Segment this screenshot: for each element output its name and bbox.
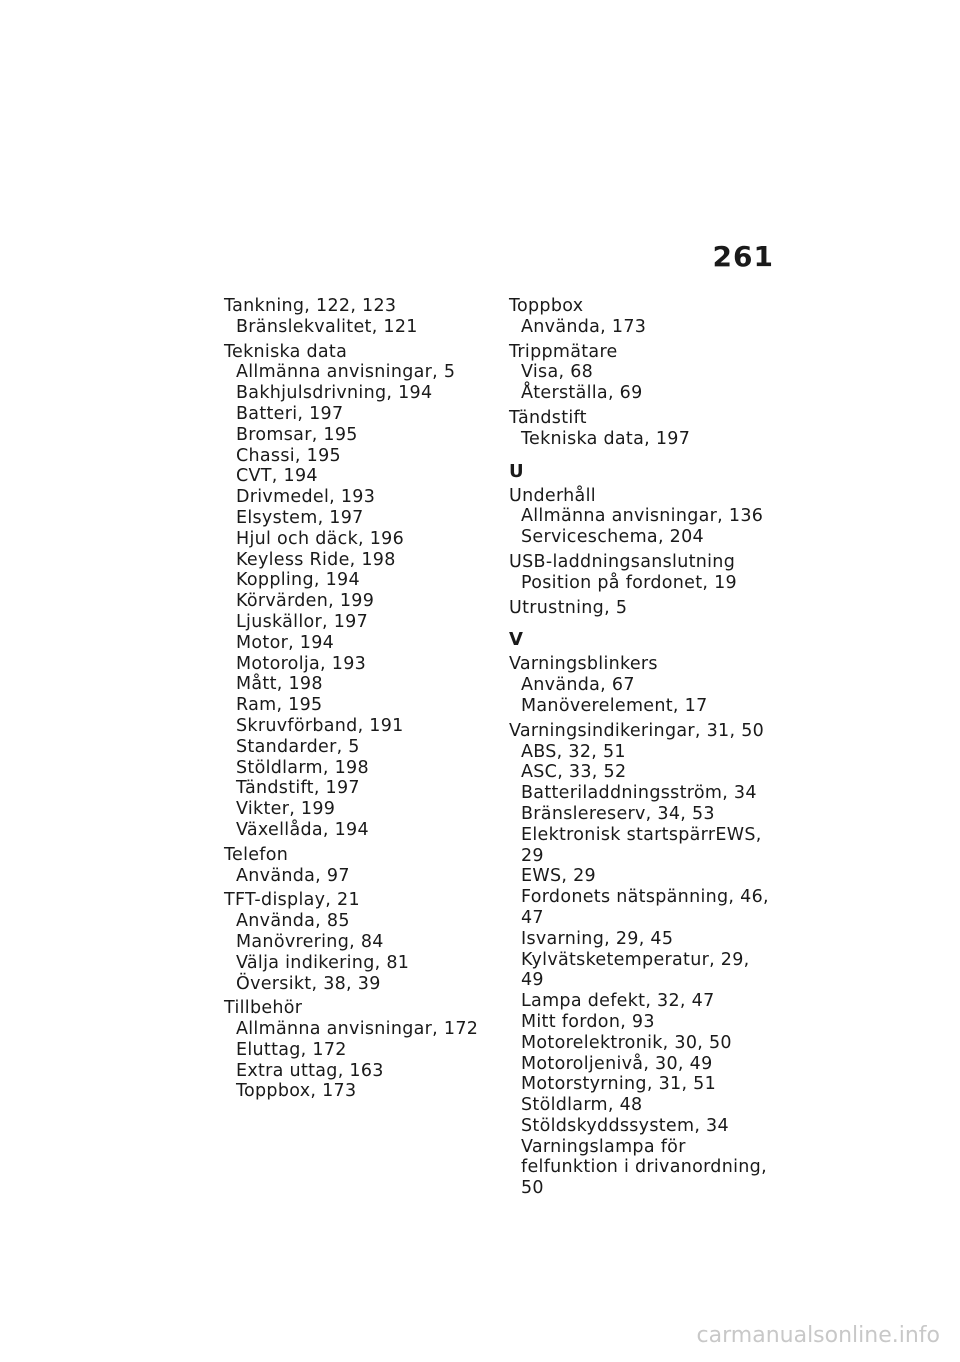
index-subentry: Hjul och däck, 196: [236, 528, 405, 549]
index-subentry: Keyless Ride, 198: [236, 549, 396, 570]
index-subentry: Skruvförband, 191: [236, 715, 404, 736]
index-subentry: Stöldskyddssystem, 34: [521, 1115, 729, 1136]
page-number: 261: [712, 240, 774, 273]
index-subentry: Vikter, 199: [236, 799, 336, 820]
index-subentry: Visa, 68: [521, 362, 594, 383]
index-subentry: Stöldlarm, 198: [236, 757, 369, 778]
index-subentry: Elsystem, 197: [236, 507, 364, 528]
index-subentry: Körvärden, 199: [236, 591, 375, 612]
index-subentry: Använda, 67: [521, 675, 635, 696]
index-letter-heading: U: [509, 460, 524, 482]
index-subentry: Elektronisk startspärrEWS, 29: [521, 824, 762, 866]
index-entry: USB-laddningsanslutning: [509, 551, 736, 572]
index-subentry: Manövrering, 84: [236, 931, 384, 952]
index-subentry: Tekniska data, 197: [521, 428, 691, 449]
index-subentry: Chassi, 195: [236, 445, 341, 466]
index-subentry: Lampa defekt, 32, 47: [521, 991, 715, 1012]
index-subentry: Batteriladdningsström, 34: [521, 783, 757, 804]
index-subentry: Fordonets nätspänning, 46, 47: [521, 887, 769, 928]
index-subentry: Motor, 194: [236, 632, 335, 653]
index-entry: Trippmätare: [509, 341, 618, 362]
index-subentry: Översikt, 38, 39: [236, 973, 381, 994]
index-subentry: Mått, 198: [236, 674, 323, 695]
index-entry: Utrustning, 5: [509, 597, 628, 618]
index-subentry: Koppling, 194: [236, 570, 360, 591]
index-subentry: Ljuskällor, 197: [236, 611, 369, 632]
watermark: carmanualsonline.info: [696, 1323, 940, 1348]
index-subentry: Bränslekvalitet, 121: [236, 316, 418, 337]
index-subentry: Tändstift, 197: [236, 778, 360, 799]
index-subentry: ABS, 32, 51: [521, 741, 626, 762]
index-subentry: Motorolja, 193: [236, 653, 367, 674]
index-subentry: Manöverelement, 17: [521, 695, 708, 716]
index-subentry: Allmänna anvisningar, 136: [521, 506, 764, 527]
index-subentry: CVT, 194: [236, 466, 318, 487]
index-subentry: Allmänna anvisningar, 5: [236, 362, 456, 383]
index-entry: Telefon: [224, 844, 289, 865]
index-subentry: Drivmedel, 193: [236, 487, 376, 508]
index-entry: Toppbox: [509, 296, 584, 316]
index-subentry: Använda, 97: [236, 865, 350, 886]
index-subentry: Bromsar, 195: [236, 424, 358, 445]
index-subentry: Stöldlarm, 48: [521, 1095, 643, 1116]
index-subentry: Återställa, 69: [521, 383, 643, 404]
index-entry: Tankning, 122, 123: [224, 296, 397, 316]
index-subentry: Bränslereserv, 34, 53: [521, 803, 715, 824]
index-subentry: Toppbox, 173: [236, 1081, 357, 1102]
index-subentry: Mitt fordon, 93: [521, 1011, 655, 1032]
index-subentry: Allmänna anvisningar, 172: [236, 1019, 479, 1040]
index-subentry: ASC, 33, 52: [521, 762, 627, 783]
index-subentry: Isvarning, 29, 45: [521, 928, 674, 949]
index-subentry: Använda, 173: [521, 316, 647, 337]
index-subentry: Växellåda, 194: [236, 819, 369, 840]
index-entry: Tändstift: [509, 407, 587, 428]
index-subentry: Eluttag, 172: [236, 1039, 347, 1060]
index-subentry: EWS, 29: [521, 866, 596, 887]
index-subentry: Motorelektronik, 30, 50: [521, 1032, 732, 1053]
index-subentry: Varningslampa för felfunktion i drivanordning, 50: [521, 1136, 767, 1199]
index-subentry: Batteri, 197: [236, 403, 344, 424]
index-subentry: Serviceschema, 204: [521, 527, 704, 548]
index-subentry: Välja indikering, 81: [236, 952, 410, 973]
index-column-right: [509, 292, 774, 1199]
index-column-left: [224, 292, 489, 1102]
index-subentry: Motoroljenivå, 30, 49: [521, 1053, 713, 1074]
index-subentry: Kylvätsketemperatur, 29, 49: [521, 949, 750, 991]
index-entry: Varningsindikeringar, 31, 50: [509, 720, 765, 741]
index-subentry: Bakhjulsdrivning, 194: [236, 383, 433, 404]
index-entry: Tekniska data: [224, 341, 348, 362]
index-subentry: Använda, 85: [236, 911, 350, 932]
index-entry: Varningsblinkers: [509, 654, 658, 675]
index-subentry: Standarder, 5: [236, 736, 360, 757]
index-entry: Tillbehör: [224, 998, 303, 1019]
index-entry: TFT-display, 21: [224, 890, 360, 911]
index-letter-heading: V: [509, 629, 524, 651]
index-subentry: Ram, 195: [236, 695, 323, 716]
index-subentry: Extra uttag, 163: [236, 1060, 384, 1081]
index-entry: Underhåll: [509, 485, 596, 506]
index-subentry: Motorstyrning, 31, 51: [521, 1074, 717, 1095]
index-subentry: Position på fordonet, 19: [521, 572, 737, 593]
